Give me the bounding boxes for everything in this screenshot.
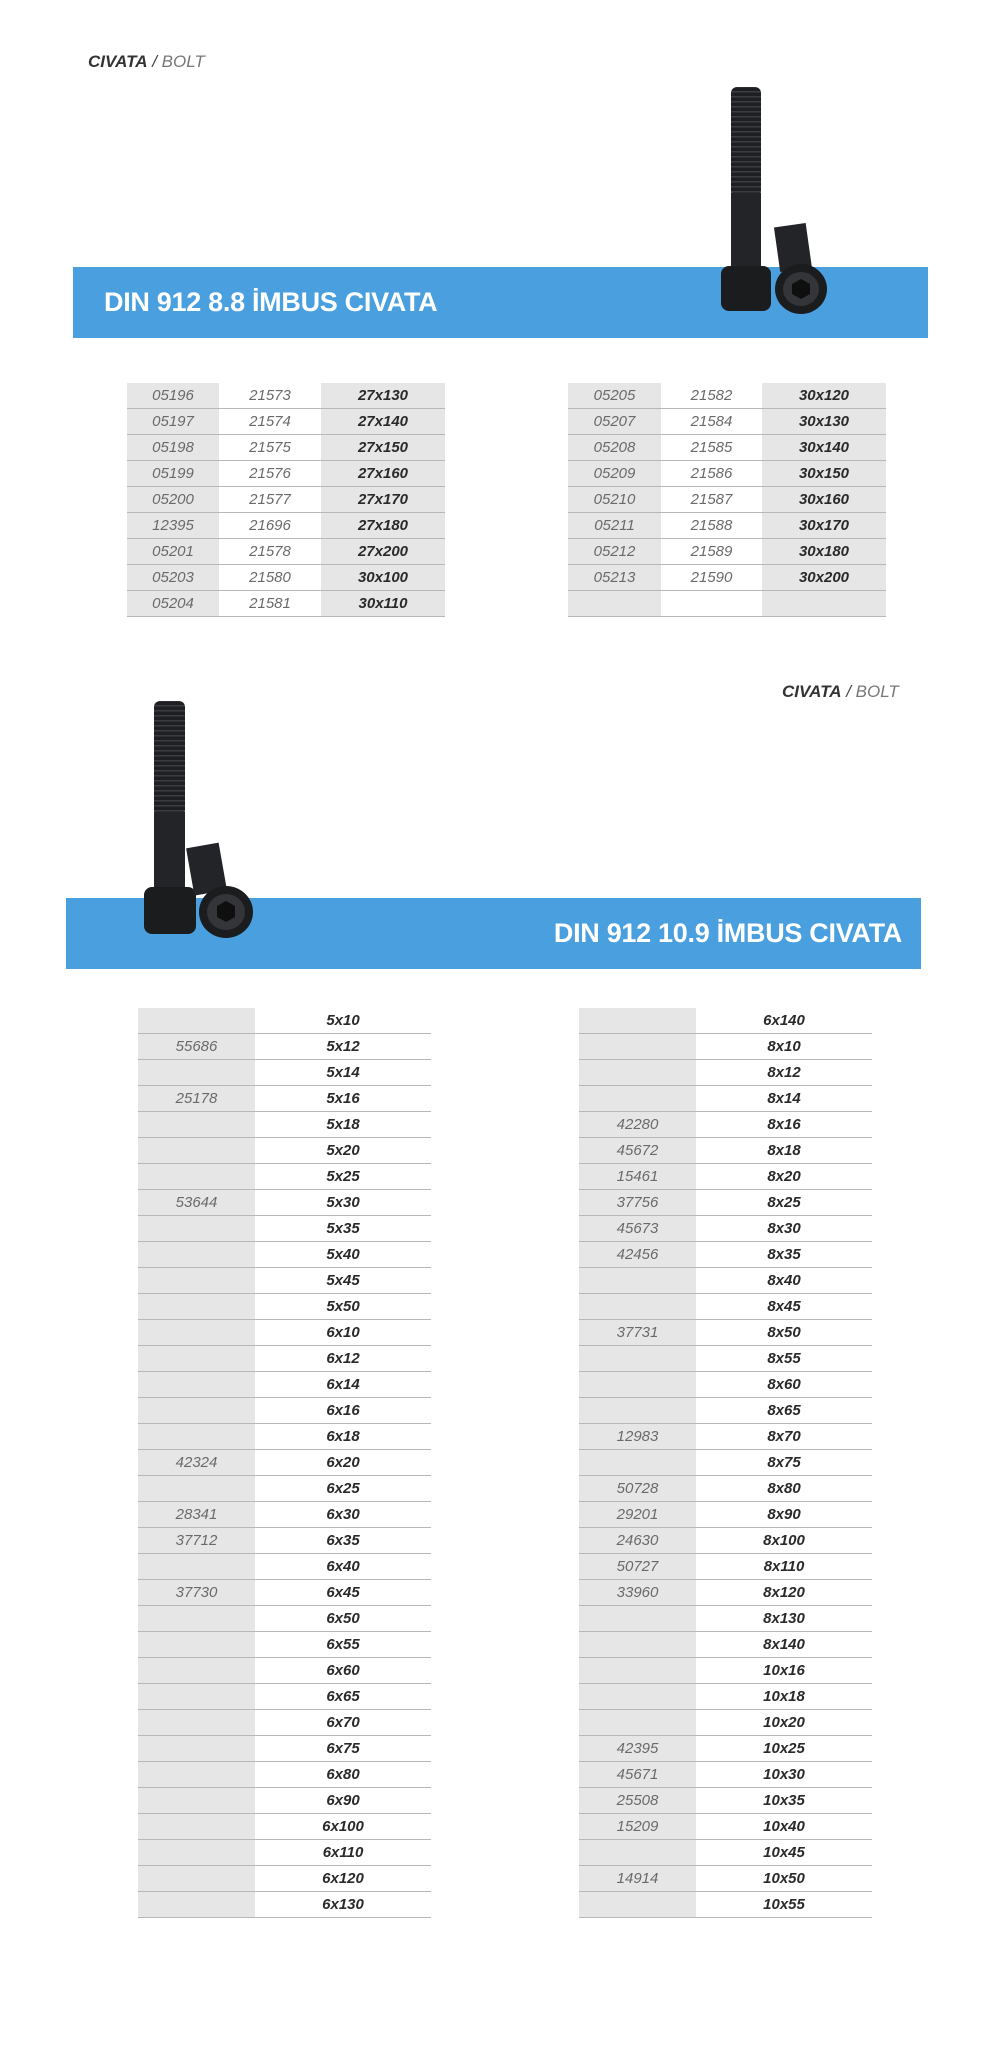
- section1-left-table: [127, 383, 445, 617]
- table-cell: [579, 1034, 696, 1060]
- table-cell: 6x140: [696, 1008, 872, 1034]
- table-row: [568, 487, 886, 513]
- table-row: [568, 461, 886, 487]
- table-row: [127, 461, 445, 487]
- table-row: [138, 1866, 431, 1892]
- table-cell: 15461: [579, 1164, 696, 1190]
- table-row: [138, 1372, 431, 1398]
- table-cell: 8x100: [696, 1528, 872, 1554]
- table-cell: [138, 1138, 255, 1164]
- table-cell: 42280: [579, 1112, 696, 1138]
- table-row: [579, 1658, 872, 1684]
- table-cell: [579, 1398, 696, 1424]
- table-row: [138, 1190, 431, 1216]
- table-cell: 6x75: [255, 1736, 431, 1762]
- table-cell: [138, 1684, 255, 1710]
- table-row: [579, 1450, 872, 1476]
- table-cell: [138, 1398, 255, 1424]
- table-cell: 5x30: [255, 1190, 431, 1216]
- table-cell: 55686: [138, 1034, 255, 1060]
- table-row: [579, 1320, 872, 1346]
- table-cell: 8x50: [696, 1320, 872, 1346]
- table-cell: 10x30: [696, 1762, 872, 1788]
- table-cell: [579, 1710, 696, 1736]
- table-row: [579, 1034, 872, 1060]
- table-cell: 6x14: [255, 1372, 431, 1398]
- table-row: [579, 1814, 872, 1840]
- table-row: [138, 1580, 431, 1606]
- table-cell: [138, 1788, 255, 1814]
- table-cell: 5x35: [255, 1216, 431, 1242]
- table-row: [579, 1866, 872, 1892]
- table-cell: [579, 1008, 696, 1034]
- table-cell: 05213: [568, 565, 661, 591]
- table-cell: [138, 1268, 255, 1294]
- table-row: [127, 383, 445, 409]
- table-cell: [762, 591, 886, 617]
- table-row: [138, 1528, 431, 1554]
- table-cell: 28341: [138, 1502, 255, 1528]
- table-cell: 30x140: [762, 435, 886, 461]
- table-cell: 37756: [579, 1190, 696, 1216]
- table-cell: 6x35: [255, 1528, 431, 1554]
- table-cell: 05212: [568, 539, 661, 565]
- table-cell: 05196: [127, 383, 219, 409]
- table-cell: 8x55: [696, 1346, 872, 1372]
- table-cell: 21582: [661, 383, 762, 409]
- table-cell: [138, 1658, 255, 1684]
- table-row: [127, 591, 445, 617]
- table-cell: 8x16: [696, 1112, 872, 1138]
- table-cell: 21585: [661, 435, 762, 461]
- table-cell: 5x18: [255, 1112, 431, 1138]
- table-row: [138, 1294, 431, 1320]
- table-cell: [138, 1346, 255, 1372]
- table-cell: [138, 1320, 255, 1346]
- section2-title: DIN 912 10.9 İMBUS CIVATA: [553, 918, 902, 948]
- table-cell: 5x14: [255, 1060, 431, 1086]
- table-cell: 21581: [219, 591, 321, 617]
- table-cell: 05211: [568, 513, 661, 539]
- table-row: [138, 1502, 431, 1528]
- table-cell: 05207: [568, 409, 661, 435]
- table-row: [138, 1476, 431, 1502]
- table-cell: [138, 1372, 255, 1398]
- table-cell: 24630: [579, 1528, 696, 1554]
- table-row: [138, 1658, 431, 1684]
- table-cell: 6x50: [255, 1606, 431, 1632]
- table-cell: 8x25: [696, 1190, 872, 1216]
- table-cell: 21577: [219, 487, 321, 513]
- table-cell: 27x160: [321, 461, 445, 487]
- table-row: [127, 539, 445, 565]
- table-cell: 05210: [568, 487, 661, 513]
- table-cell: 8x70: [696, 1424, 872, 1450]
- table-row: [579, 1710, 872, 1736]
- table-cell: 21590: [661, 565, 762, 591]
- table-row: [579, 1736, 872, 1762]
- table-cell: 30x200: [762, 565, 886, 591]
- table-cell: [579, 1450, 696, 1476]
- table-cell: [138, 1840, 255, 1866]
- table-cell: [661, 591, 762, 617]
- table-cell: 27x140: [321, 409, 445, 435]
- table-cell: 8x110: [696, 1554, 872, 1580]
- table-cell: 8x130: [696, 1606, 872, 1632]
- table-cell: 6x45: [255, 1580, 431, 1606]
- table-cell: [579, 1840, 696, 1866]
- table-cell: 21586: [661, 461, 762, 487]
- table-row: [579, 1476, 872, 1502]
- table-cell: 05201: [127, 539, 219, 565]
- table-cell: 15209: [579, 1814, 696, 1840]
- table-row: [138, 1814, 431, 1840]
- table-cell: 6x55: [255, 1632, 431, 1658]
- table-row: [579, 1580, 872, 1606]
- table-cell: 6x30: [255, 1502, 431, 1528]
- table-cell: [579, 1268, 696, 1294]
- table-cell: 8x10: [696, 1034, 872, 1060]
- table-cell: 21573: [219, 383, 321, 409]
- table-cell: 21587: [661, 487, 762, 513]
- table-cell: 45672: [579, 1138, 696, 1164]
- table-row: [138, 1632, 431, 1658]
- section1-right-table: [568, 383, 886, 617]
- table-row: [568, 383, 886, 409]
- table-cell: 5x45: [255, 1268, 431, 1294]
- table-row: [579, 1346, 872, 1372]
- table-cell: [138, 1762, 255, 1788]
- table-cell: 21589: [661, 539, 762, 565]
- table-row: [579, 1528, 872, 1554]
- table-cell: 6x10: [255, 1320, 431, 1346]
- section1-title: DIN 912 8.8 İMBUS CIVATA: [104, 287, 438, 317]
- bolt-image-1: [715, 83, 835, 333]
- table-cell: 05197: [127, 409, 219, 435]
- table-cell: 5x40: [255, 1242, 431, 1268]
- table-cell: [579, 1294, 696, 1320]
- table-cell: 8x45: [696, 1294, 872, 1320]
- table-cell: 10x40: [696, 1814, 872, 1840]
- table-cell: 21574: [219, 409, 321, 435]
- table-row: [579, 1892, 872, 1918]
- table-cell: [138, 1632, 255, 1658]
- table-cell: [138, 1554, 255, 1580]
- table-cell: 8x18: [696, 1138, 872, 1164]
- table-row: [579, 1216, 872, 1242]
- table-cell: [138, 1242, 255, 1268]
- table-cell: 12395: [127, 513, 219, 539]
- table-cell: 21578: [219, 539, 321, 565]
- table-cell: 27x130: [321, 383, 445, 409]
- table-row: [138, 1216, 431, 1242]
- table-row: [127, 513, 445, 539]
- table-cell: 05205: [568, 383, 661, 409]
- table-row: [568, 565, 886, 591]
- table-row: [579, 1684, 872, 1710]
- table-cell: [579, 1372, 696, 1398]
- table-cell: 6x65: [255, 1684, 431, 1710]
- table-cell: 10x45: [696, 1840, 872, 1866]
- table-cell: 30x180: [762, 539, 886, 565]
- table-cell: [138, 1710, 255, 1736]
- table-cell: [138, 1866, 255, 1892]
- table-cell: 8x75: [696, 1450, 872, 1476]
- table-row: [568, 539, 886, 565]
- table-cell: 05199: [127, 461, 219, 487]
- table-row: [579, 1632, 872, 1658]
- section2-label: [782, 682, 899, 702]
- table-row: [138, 1450, 431, 1476]
- table-cell: 8x60: [696, 1372, 872, 1398]
- table-cell: 6x25: [255, 1476, 431, 1502]
- section1-label-sep: /: [147, 52, 162, 71]
- table-cell: 27x150: [321, 435, 445, 461]
- table-cell: 6x18: [255, 1424, 431, 1450]
- table-cell: 8x30: [696, 1216, 872, 1242]
- table-row: [579, 1398, 872, 1424]
- table-cell: 05204: [127, 591, 219, 617]
- table-cell: 10x18: [696, 1684, 872, 1710]
- table-row: [138, 1840, 431, 1866]
- table-row: [138, 1268, 431, 1294]
- table-cell: [138, 1008, 255, 1034]
- section2-label-sub: BOLT: [855, 682, 899, 701]
- table-cell: [138, 1216, 255, 1242]
- table-cell: 27x200: [321, 539, 445, 565]
- table-cell: 5x16: [255, 1086, 431, 1112]
- table-row: [138, 1346, 431, 1372]
- table-cell: [138, 1112, 255, 1138]
- table-cell: 8x120: [696, 1580, 872, 1606]
- table-cell: 37731: [579, 1320, 696, 1346]
- table-row: [579, 1424, 872, 1450]
- table-cell: 53644: [138, 1190, 255, 1216]
- table-row: [579, 1060, 872, 1086]
- table-cell: 10x35: [696, 1788, 872, 1814]
- table-row: [579, 1268, 872, 1294]
- table-cell: 45673: [579, 1216, 696, 1242]
- table-cell: 8x80: [696, 1476, 872, 1502]
- table-row: [127, 487, 445, 513]
- table-cell: 30x120: [762, 383, 886, 409]
- table-cell: 05208: [568, 435, 661, 461]
- table-cell: 8x12: [696, 1060, 872, 1086]
- table-row: [579, 1762, 872, 1788]
- table-row: [579, 1112, 872, 1138]
- table-cell: [138, 1476, 255, 1502]
- table-cell: 05209: [568, 461, 661, 487]
- table-row: [138, 1138, 431, 1164]
- table-cell: 21588: [661, 513, 762, 539]
- table-cell: 21576: [219, 461, 321, 487]
- table-row: [568, 435, 886, 461]
- table-cell: 45671: [579, 1762, 696, 1788]
- table-row: [579, 1840, 872, 1866]
- table-cell: 21580: [219, 565, 321, 591]
- table-cell: [138, 1606, 255, 1632]
- table-cell: 10x50: [696, 1866, 872, 1892]
- table-row: [138, 1320, 431, 1346]
- table-cell: 6x40: [255, 1554, 431, 1580]
- table-row: [568, 591, 886, 617]
- table-row: [138, 1762, 431, 1788]
- table-cell: 30x150: [762, 461, 886, 487]
- table-cell: 25178: [138, 1086, 255, 1112]
- table-cell: 21696: [219, 513, 321, 539]
- table-cell: 6x130: [255, 1892, 431, 1918]
- table-cell: 6x70: [255, 1710, 431, 1736]
- table-cell: 27x170: [321, 487, 445, 513]
- table-cell: 8x65: [696, 1398, 872, 1424]
- section2-left-table: [138, 1008, 431, 1918]
- table-cell: 21584: [661, 409, 762, 435]
- table-cell: 6x100: [255, 1814, 431, 1840]
- table-cell: 50727: [579, 1554, 696, 1580]
- table-row: [127, 409, 445, 435]
- table-row: [579, 1788, 872, 1814]
- table-cell: 30x130: [762, 409, 886, 435]
- table-cell: 05198: [127, 435, 219, 461]
- section1-label-sub: BOLT: [161, 52, 205, 71]
- table-row: [138, 1034, 431, 1060]
- table-cell: 25508: [579, 1788, 696, 1814]
- table-cell: 42324: [138, 1450, 255, 1476]
- table-cell: 6x80: [255, 1762, 431, 1788]
- table-cell: [138, 1814, 255, 1840]
- table-row: [138, 1710, 431, 1736]
- table-row: [138, 1086, 431, 1112]
- table-row: [127, 435, 445, 461]
- table-cell: 37730: [138, 1580, 255, 1606]
- table-cell: 21575: [219, 435, 321, 461]
- table-cell: [579, 1658, 696, 1684]
- table-row: [568, 513, 886, 539]
- table-cell: [579, 1346, 696, 1372]
- table-cell: 8x140: [696, 1632, 872, 1658]
- table-cell: 5x20: [255, 1138, 431, 1164]
- table-row: [138, 1892, 431, 1918]
- table-cell: [579, 1086, 696, 1112]
- table-cell: 12983: [579, 1424, 696, 1450]
- table-row: [579, 1554, 872, 1580]
- table-cell: 30x110: [321, 591, 445, 617]
- table-cell: [138, 1424, 255, 1450]
- table-cell: 8x20: [696, 1164, 872, 1190]
- table-cell: 27x180: [321, 513, 445, 539]
- table-cell: 6x20: [255, 1450, 431, 1476]
- table-row: [138, 1242, 431, 1268]
- table-row: [579, 1138, 872, 1164]
- table-cell: 10x20: [696, 1710, 872, 1736]
- table-row: [138, 1398, 431, 1424]
- table-row: [579, 1086, 872, 1112]
- table-cell: 29201: [579, 1502, 696, 1528]
- section1-label: [88, 52, 205, 72]
- table-row: [579, 1372, 872, 1398]
- table-cell: 8x90: [696, 1502, 872, 1528]
- table-cell: 33960: [579, 1580, 696, 1606]
- table-cell: [579, 1892, 696, 1918]
- table-row: [138, 1424, 431, 1450]
- table-row: [579, 1164, 872, 1190]
- table-row: [138, 1684, 431, 1710]
- table-cell: 5x12: [255, 1034, 431, 1060]
- table-cell: 30x160: [762, 487, 886, 513]
- table-cell: [138, 1164, 255, 1190]
- table-row: [579, 1606, 872, 1632]
- table-row: [127, 565, 445, 591]
- table-cell: 50728: [579, 1476, 696, 1502]
- table-cell: 6x120: [255, 1866, 431, 1892]
- table-cell: 6x16: [255, 1398, 431, 1424]
- table-cell: 6x60: [255, 1658, 431, 1684]
- table-cell: [138, 1736, 255, 1762]
- table-cell: 30x100: [321, 565, 445, 591]
- section2-label-sep: /: [841, 682, 856, 701]
- table-cell: 5x25: [255, 1164, 431, 1190]
- table-cell: 05203: [127, 565, 219, 591]
- table-row: [138, 1060, 431, 1086]
- table-row: [138, 1736, 431, 1762]
- table-row: [579, 1242, 872, 1268]
- table-cell: [579, 1684, 696, 1710]
- table-row: [138, 1112, 431, 1138]
- table-row: [138, 1788, 431, 1814]
- section2-right-table: [579, 1008, 872, 1918]
- table-row: [568, 409, 886, 435]
- table-cell: 8x40: [696, 1268, 872, 1294]
- table-cell: 8x14: [696, 1086, 872, 1112]
- table-cell: [138, 1294, 255, 1320]
- table-row: [579, 1190, 872, 1216]
- table-cell: 10x55: [696, 1892, 872, 1918]
- table-cell: [138, 1892, 255, 1918]
- section2-label-main: CIVATA: [782, 682, 842, 701]
- table-cell: 42456: [579, 1242, 696, 1268]
- table-row: [138, 1164, 431, 1190]
- table-cell: [138, 1060, 255, 1086]
- table-row: [579, 1008, 872, 1034]
- section1-label-main: CIVATA: [88, 52, 148, 71]
- table-cell: 8x35: [696, 1242, 872, 1268]
- table-cell: 10x16: [696, 1658, 872, 1684]
- table-row: [579, 1502, 872, 1528]
- table-cell: 5x10: [255, 1008, 431, 1034]
- table-cell: 42395: [579, 1736, 696, 1762]
- table-cell: 6x110: [255, 1840, 431, 1866]
- table-cell: 5x50: [255, 1294, 431, 1320]
- table-row: [138, 1554, 431, 1580]
- table-row: [579, 1294, 872, 1320]
- table-cell: 6x90: [255, 1788, 431, 1814]
- table-cell: 37712: [138, 1528, 255, 1554]
- table-cell: 10x25: [696, 1736, 872, 1762]
- table-cell: [579, 1606, 696, 1632]
- table-row: [138, 1008, 431, 1034]
- bolt-image-2: [137, 697, 262, 957]
- table-cell: [568, 591, 661, 617]
- table-cell: 05200: [127, 487, 219, 513]
- table-cell: [579, 1632, 696, 1658]
- table-cell: [579, 1060, 696, 1086]
- table-cell: 30x170: [762, 513, 886, 539]
- table-row: [138, 1606, 431, 1632]
- table-cell: 6x12: [255, 1346, 431, 1372]
- table-cell: 14914: [579, 1866, 696, 1892]
